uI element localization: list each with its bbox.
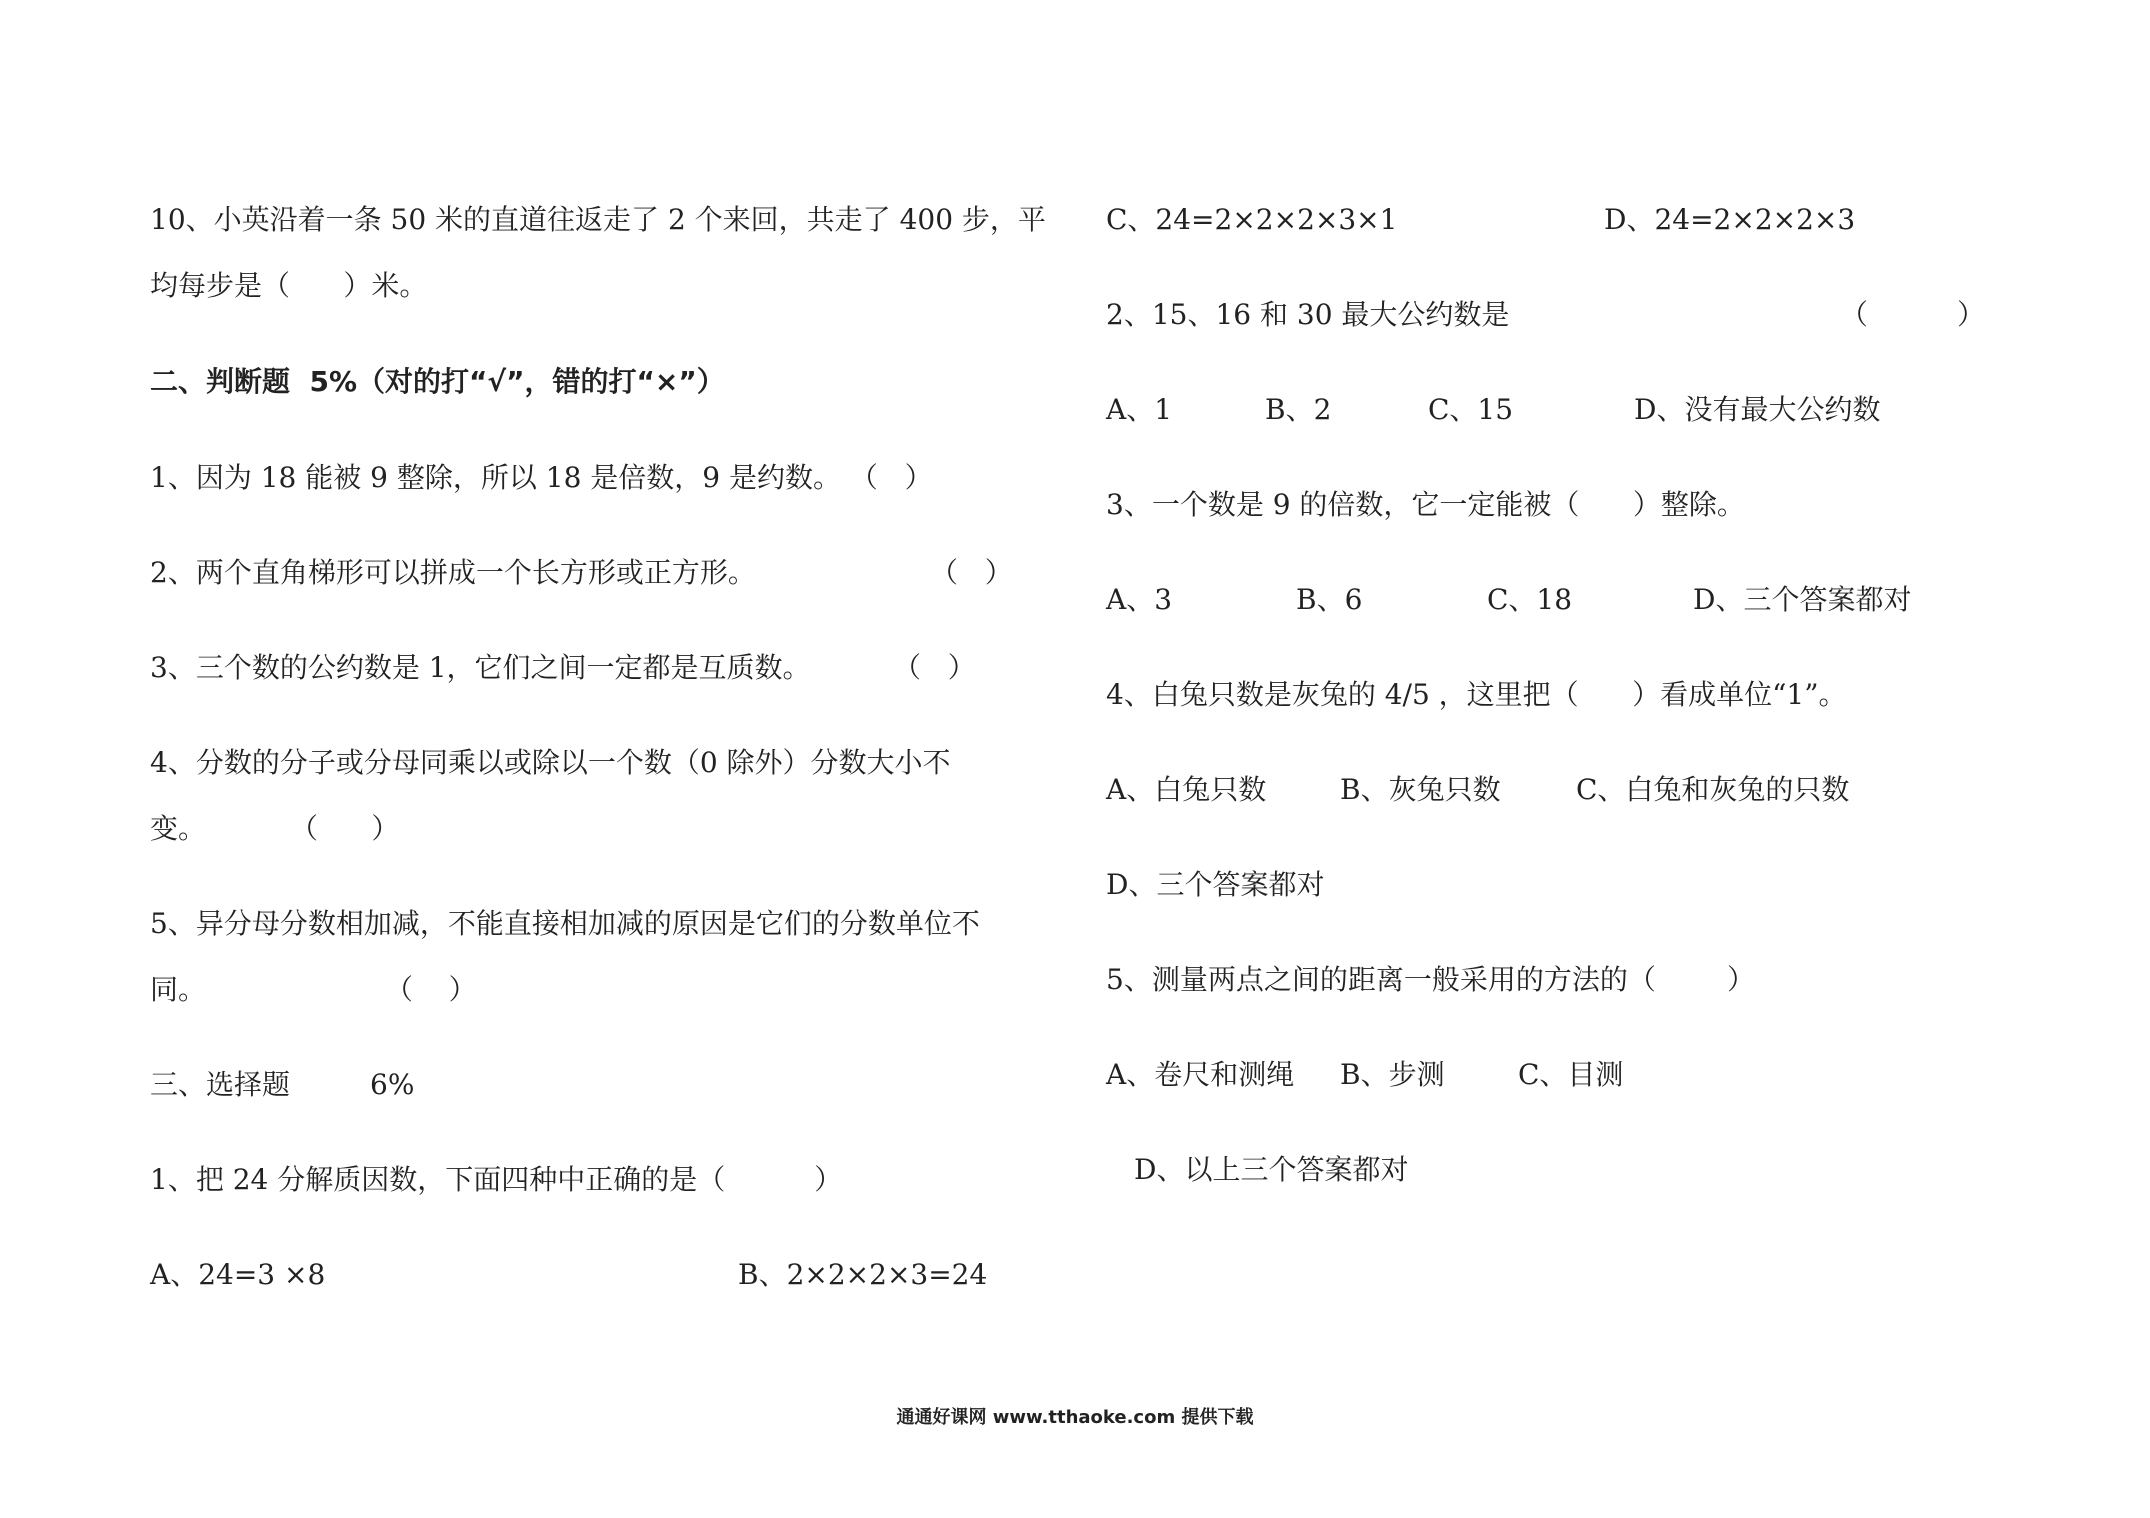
- judge-3: 3、三个数的公约数是 1，它们之间一定都是互质数。: [150, 651, 811, 684]
- choice-5: 5、测量两点之间的距离一般采用的方法的（ ）: [1106, 963, 1756, 996]
- judge-2-paren: （ ）: [930, 556, 1013, 589]
- choice-1-option-a: A、24=3 ×8: [150, 1258, 326, 1291]
- choice-5-option-a: A、卷尺和测绳: [1106, 1058, 1295, 1091]
- choice-4-option-d: D、三个答案都对: [1106, 868, 1325, 901]
- judge-4-line-1: 4、分数的分子或分母同乘以或除以一个数（0 除外）分数大小不: [150, 746, 951, 779]
- choice-2-option-d: D、没有最大公约数: [1634, 393, 1881, 426]
- choice-3-option-d: D、三个答案都对: [1693, 583, 1912, 616]
- judge-4-paren: （ ）: [290, 812, 400, 845]
- choice-4-option-c: C、白兔和灰兔的只数: [1576, 773, 1850, 806]
- page-footer: 通通好课网 www.tthaoke.com 提供下载: [896, 1407, 1254, 1428]
- choice-1: 1、把 24 分解质因数，下面四种中正确的是（ ）: [150, 1163, 843, 1196]
- judge-5-line-1: 5、异分母分数相加减，不能直接相加减的原因是它们的分数单位不: [150, 907, 980, 940]
- judge-4-line-2: 变。: [150, 812, 207, 845]
- choice-3-option-c: C、18: [1487, 583, 1573, 616]
- choice-5-option-d: D、以上三个答案都对: [1134, 1153, 1409, 1186]
- judge-5-line-2: 同。: [150, 973, 207, 1006]
- choice-3: 3、一个数是 9 的倍数，它一定能被（ ）整除。: [1106, 488, 1745, 521]
- choice-3-option-a: A、3: [1106, 583, 1173, 616]
- choice-2: 2、15、16 和 30 最大公约数是: [1106, 298, 1510, 331]
- choice-4-option-b: B、灰兔只数: [1340, 773, 1501, 806]
- choice-4: 4、白兔只数是灰兔的 4/5 ，这里把（ ）看成单位“1”。: [1106, 678, 1847, 711]
- choice-4-option-a: A、白兔只数: [1106, 773, 1267, 806]
- choice-1-option-d: D、24=2×2×2×3: [1604, 203, 1856, 236]
- choice-2-option-b: B、2: [1265, 393, 1332, 426]
- section-2-title: 二、判断题 5%（对的打“√”，错的打“×”）: [150, 365, 725, 398]
- judge-3-paren: （ ）: [893, 651, 976, 684]
- choice-2-option-a: A、1: [1106, 393, 1173, 426]
- choice-3-option-b: B、6: [1296, 583, 1363, 616]
- choice-5-option-c: C、目测: [1518, 1058, 1624, 1091]
- judge-1: 1、因为 18 能被 9 整除，所以 18 是倍数，9 是约数。 （ ）: [150, 461, 933, 494]
- section-3-title: 三、选择题: [150, 1068, 291, 1101]
- judge-2: 2、两个直角梯形可以拼成一个长方形或正方形。: [150, 556, 756, 589]
- section-3-score: 6%: [370, 1068, 415, 1101]
- question-10-line-2: 均每步是（ ）米。: [150, 269, 428, 302]
- choice-1-option-b: B、2×2×2×3=24: [738, 1258, 988, 1291]
- judge-5-paren: （ ）: [385, 973, 477, 1006]
- choice-2-option-c: C、15: [1428, 393, 1514, 426]
- question-10-line-1: 10、小英沿着一条 50 米的直道往返走了 2 个来回，共走了 400 步，平: [150, 203, 1046, 236]
- choice-5-option-b: B、步测: [1340, 1058, 1445, 1091]
- choice-2-paren: （ ）: [1840, 298, 1986, 331]
- choice-1-option-c: C、24=2×2×2×3×1: [1106, 203, 1398, 236]
